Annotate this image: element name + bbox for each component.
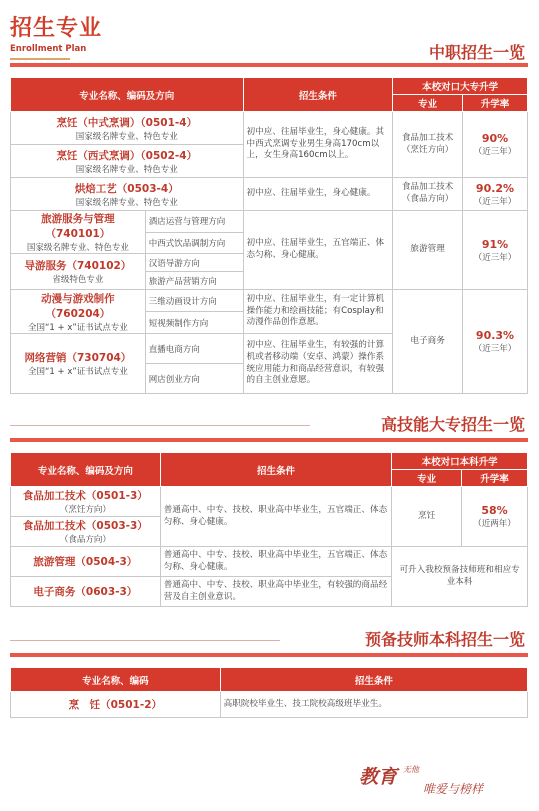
major-name: 导游服务（740102） — [24, 260, 132, 272]
major-name: 网络营销（730704） — [24, 352, 132, 364]
cond-cell: 初中应、往届毕业生，有一定计算机操作能力和绘画技能；有Cosplay和动漫作品创作意愿。 — [243, 290, 393, 334]
col-group: 本校对口大专升学 — [393, 78, 528, 95]
major-name: 动漫与游戏制作（760204） — [41, 292, 115, 320]
cond-cell: 高职院校毕业生、技工院校高级班毕业生。 — [220, 692, 527, 718]
rate-cell — [462, 487, 528, 547]
sec3-title: 预备技师本科招生一览 — [364, 630, 525, 649]
footer-slogan — [359, 760, 519, 800]
table-row — [11, 211, 146, 254]
direction-cell: 短视频制作方向 — [145, 312, 243, 334]
rate-years: （近两年） — [473, 519, 516, 529]
prof-cell: 电子商务 — [393, 290, 463, 394]
cond-cell: 普通高中、中专、技校、职业高中毕业生，有较强的商品经营及自主创业意识。 — [160, 577, 391, 607]
major-name: 烹 饪（0501-2） — [68, 699, 163, 711]
direction-cell: 中西式饮品调制方向 — [145, 232, 243, 254]
major-note: 国家级名牌专业、特色专业 — [75, 131, 178, 142]
rate-cell — [463, 290, 528, 394]
table-row — [11, 487, 161, 517]
table-row — [11, 547, 161, 577]
slogan-tail: 唯爱与榜样 — [423, 782, 484, 796]
rate-years: （近三年） — [473, 344, 517, 354]
sec3-bar — [10, 653, 528, 657]
cond-cell: 初中应、往届毕业生，身心健康。 — [243, 178, 393, 211]
col-major: 专业名称、编码及方向 — [11, 78, 244, 112]
table-row — [11, 178, 244, 211]
sec2-bar — [10, 438, 528, 442]
table-row — [11, 254, 146, 290]
col-prof: 专业 — [392, 470, 462, 487]
page-title: 招生专业 — [10, 16, 103, 41]
major-note: （食品方向） — [59, 535, 111, 545]
cond-cell: 普通高中、中专、技校、职业高中毕业生，五官端正、体态匀称、身心健康。 — [160, 487, 391, 547]
rate-years: （近三年） — [473, 147, 517, 157]
rate-value: 90.2% — [475, 181, 515, 195]
rate-years: （近三年） — [473, 196, 517, 207]
major-name: 烹饪（中式烹调）（0501-4） — [56, 116, 198, 129]
sec1-bar — [10, 63, 528, 67]
slogan-part: 无他 — [403, 765, 419, 774]
cond-cell: 普通高中、中专、技校、职业高中毕业生，五官端正、体态匀称、身心健康。 — [160, 547, 391, 577]
table-row — [11, 334, 146, 394]
col-rate: 升学率 — [463, 95, 528, 112]
prof-cell: 食品加工技术（食品方向） — [393, 178, 463, 211]
sec1-title: 中职招生一览 — [428, 43, 525, 62]
sec3-table — [10, 667, 528, 718]
sec2-title: 高技能大专招生一览 — [380, 415, 525, 434]
table-row — [11, 517, 161, 547]
major-note: 全国“1 + x”证书试点专业 — [28, 367, 128, 377]
table-row — [11, 577, 161, 607]
direction-cell: 三维动画设计方向 — [145, 290, 243, 312]
major-name: 烘焙工艺（0503-4） — [74, 182, 179, 195]
major-name: 食品加工技术（0503-3） — [22, 520, 148, 532]
table-row — [11, 290, 146, 334]
col-major: 专业名称、编码 — [11, 668, 221, 692]
major-name: 旅游服务与管理（740101） — [41, 213, 115, 240]
direction-cell: 汉语导游方向 — [145, 254, 243, 272]
table-row — [11, 145, 244, 178]
major-note: 国家级名牌专业、特色专业 — [26, 243, 129, 253]
col-major: 专业名称、编码及方向 — [11, 453, 161, 487]
col-cond: 招生条件 — [160, 453, 391, 487]
rate-value: 91% — [481, 237, 509, 251]
col-group: 本校对口本科升学 — [392, 453, 528, 470]
slogan-main: 教育 — [359, 766, 398, 788]
direction-cell: 直播电商方向 — [145, 334, 243, 364]
col-prof: 专业 — [393, 95, 463, 112]
major-note: （烹饪方向） — [59, 505, 111, 515]
sec2-rule — [10, 425, 310, 426]
header-accent — [10, 58, 70, 60]
rate-cell — [463, 112, 528, 178]
major-note: 全国“1 + x”证书试点专业 — [28, 322, 128, 333]
rate-value: 90% — [481, 132, 509, 145]
rate-years: （近三年） — [473, 252, 517, 263]
major-note: 国家级名牌专业、特色专业 — [75, 197, 178, 208]
rate-cell — [463, 178, 528, 211]
page-subtitle: Enrollment Plan — [10, 44, 87, 54]
direction-cell: 酒店运营与管理方向 — [145, 211, 243, 233]
cond-cell: 初中应、往届毕业生，五官端正、体态匀称、身心健康。 — [243, 211, 393, 290]
major-name: 旅游管理（0504-3） — [33, 556, 138, 568]
sec1-table — [10, 77, 528, 394]
col-cond: 招生条件 — [243, 78, 393, 112]
sec3-rule — [10, 640, 280, 641]
direction-cell: 网店创业方向 — [145, 364, 243, 394]
table-row — [11, 692, 221, 718]
major-note: 国家级名牌专业、特色专业 — [75, 164, 178, 175]
table-row — [11, 112, 244, 145]
direction-cell: 旅游产品营销方向 — [145, 272, 243, 290]
col-rate: 升学率 — [462, 470, 528, 487]
prof-cell: 食品加工技术（烹饪方向） — [393, 112, 463, 178]
upgrade-cell: 可升入我校预备技师班和相应专业本科 — [392, 547, 528, 607]
major-name: 电子商务（0603-3） — [33, 586, 138, 598]
rate-cell — [463, 211, 528, 290]
sec2-table — [10, 452, 528, 607]
cond-cell: 初中应、往届毕业生，有较强的计算机或者移动端（安卓、鸿蒙）操作系统应用能力和商品经营意识，有较强的自主创业意愿。 — [243, 334, 393, 394]
col-cond: 招生条件 — [220, 668, 527, 692]
major-note: 省级特色专业 — [52, 275, 104, 285]
major-name: 烹饪（西式烹调）（0502-4） — [56, 149, 198, 162]
prof-cell: 烹饪 — [392, 487, 462, 547]
prof-cell: 旅游管理 — [393, 211, 463, 290]
rate-value: 58% — [481, 504, 508, 517]
major-name: 食品加工技术（0501-3） — [22, 490, 148, 502]
rate-value: 90.3% — [475, 329, 515, 342]
cond-cell: 初中应、往届毕业生，身心健康。其中西式烹调专业男生身高170cm以上，女生身高160cm以上。 — [243, 112, 393, 178]
